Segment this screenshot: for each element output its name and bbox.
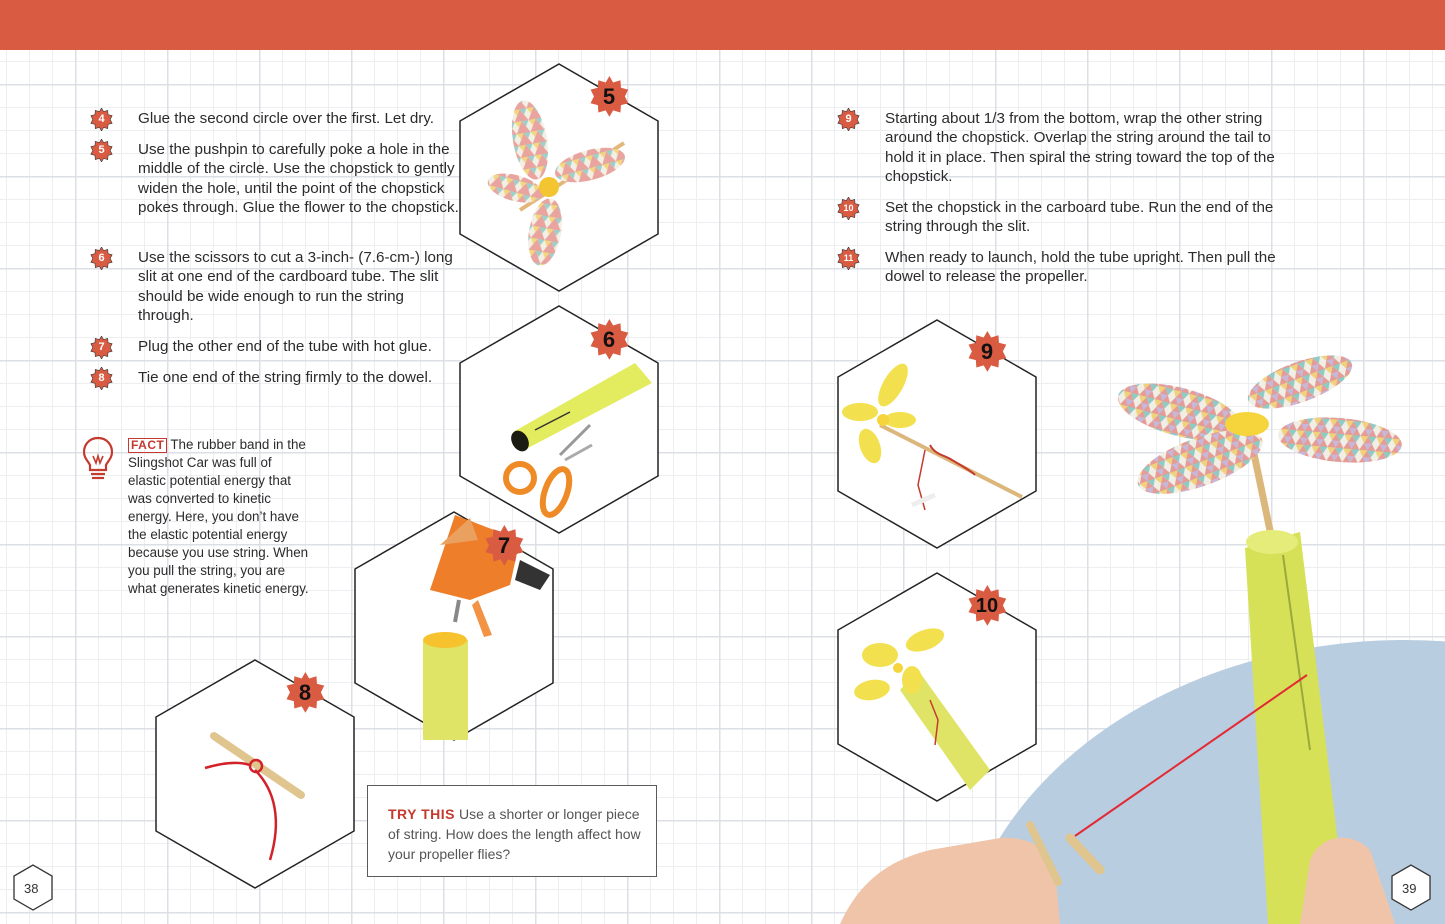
step-text: Tie one end of the string firmly to the dowel. <box>138 369 433 386</box>
photo-step-9 <box>838 320 1036 548</box>
try-this-text: Use a shorter or longer piece of string. How does the length affect how your propeller flies? <box>388 806 641 862</box>
step-text: Plug the other end of the tube with hot glue. <box>138 338 432 355</box>
fact-label: FACT <box>128 438 167 453</box>
photo-step-7 <box>355 512 553 740</box>
step-text: Set the chopstick in the carboard tube. Run the end of the string through the slit. <box>885 199 1274 236</box>
step-text: Glue the second circle over the first. Let dry. <box>138 110 435 127</box>
step-text: Starting about 1/3 from the bottom, wrap the other string around the chopstick. Overlap the string around the tail to hold it in place. Then spiral the string toward the top of the chopstick. <box>885 110 1275 185</box>
step-text: Use the pushpin to carefully poke a hole in the middle of the circle. Use the chopstick to gently widen the hole, until the point of the chopstick pokes through. Glue the flower to the chopstick. <box>138 141 459 216</box>
photo-badge-7: 7 <box>497 533 511 558</box>
step-number-badge: 7 <box>90 336 113 359</box>
page-number-left: 38 <box>24 881 39 896</box>
step-number-badge: 8 <box>90 367 113 390</box>
photo-badge-8: 8 <box>298 680 312 705</box>
step-text: When ready to launch, hold the tube upright. Then pull the dowel to release the propeller. <box>885 249 1276 286</box>
photo-step-5 <box>460 64 658 291</box>
step-text: Use the scissors to cut a 3-inch- (7.6-cm-) long slit at one end of the cardboard tube. The slit should be wide enough to run the string through. <box>138 249 453 324</box>
fact-text: The rubber band in the Slingshot Car was full of elastic potential energy that was converted to kinetic energy. Here, you don’t have the elastic potential energy because you use string. When you pull the string, you are what generates kinetic energy. <box>128 437 309 596</box>
step-number-badge: 6 <box>90 247 113 270</box>
try-this-label: TRY THIS <box>388 806 456 822</box>
page-number-right: 39 <box>1402 881 1417 896</box>
photo-step-8 <box>156 660 354 888</box>
photo-badge-9: 9 <box>980 339 994 364</box>
step-number-badge: 5 <box>90 139 113 162</box>
photo-badge-6: 6 <box>602 327 616 352</box>
photo-badge-5: 5 <box>602 84 616 109</box>
step-number-badge: 10 <box>837 197 860 220</box>
step-number-badge: 4 <box>90 108 113 131</box>
step-number-badge: 9 <box>837 108 860 131</box>
step-number-badge: 11 <box>837 247 860 270</box>
photo-step-6 <box>460 306 658 533</box>
photo-step-10 <box>838 573 1036 801</box>
photo-badge-10: 10 <box>975 595 999 617</box>
